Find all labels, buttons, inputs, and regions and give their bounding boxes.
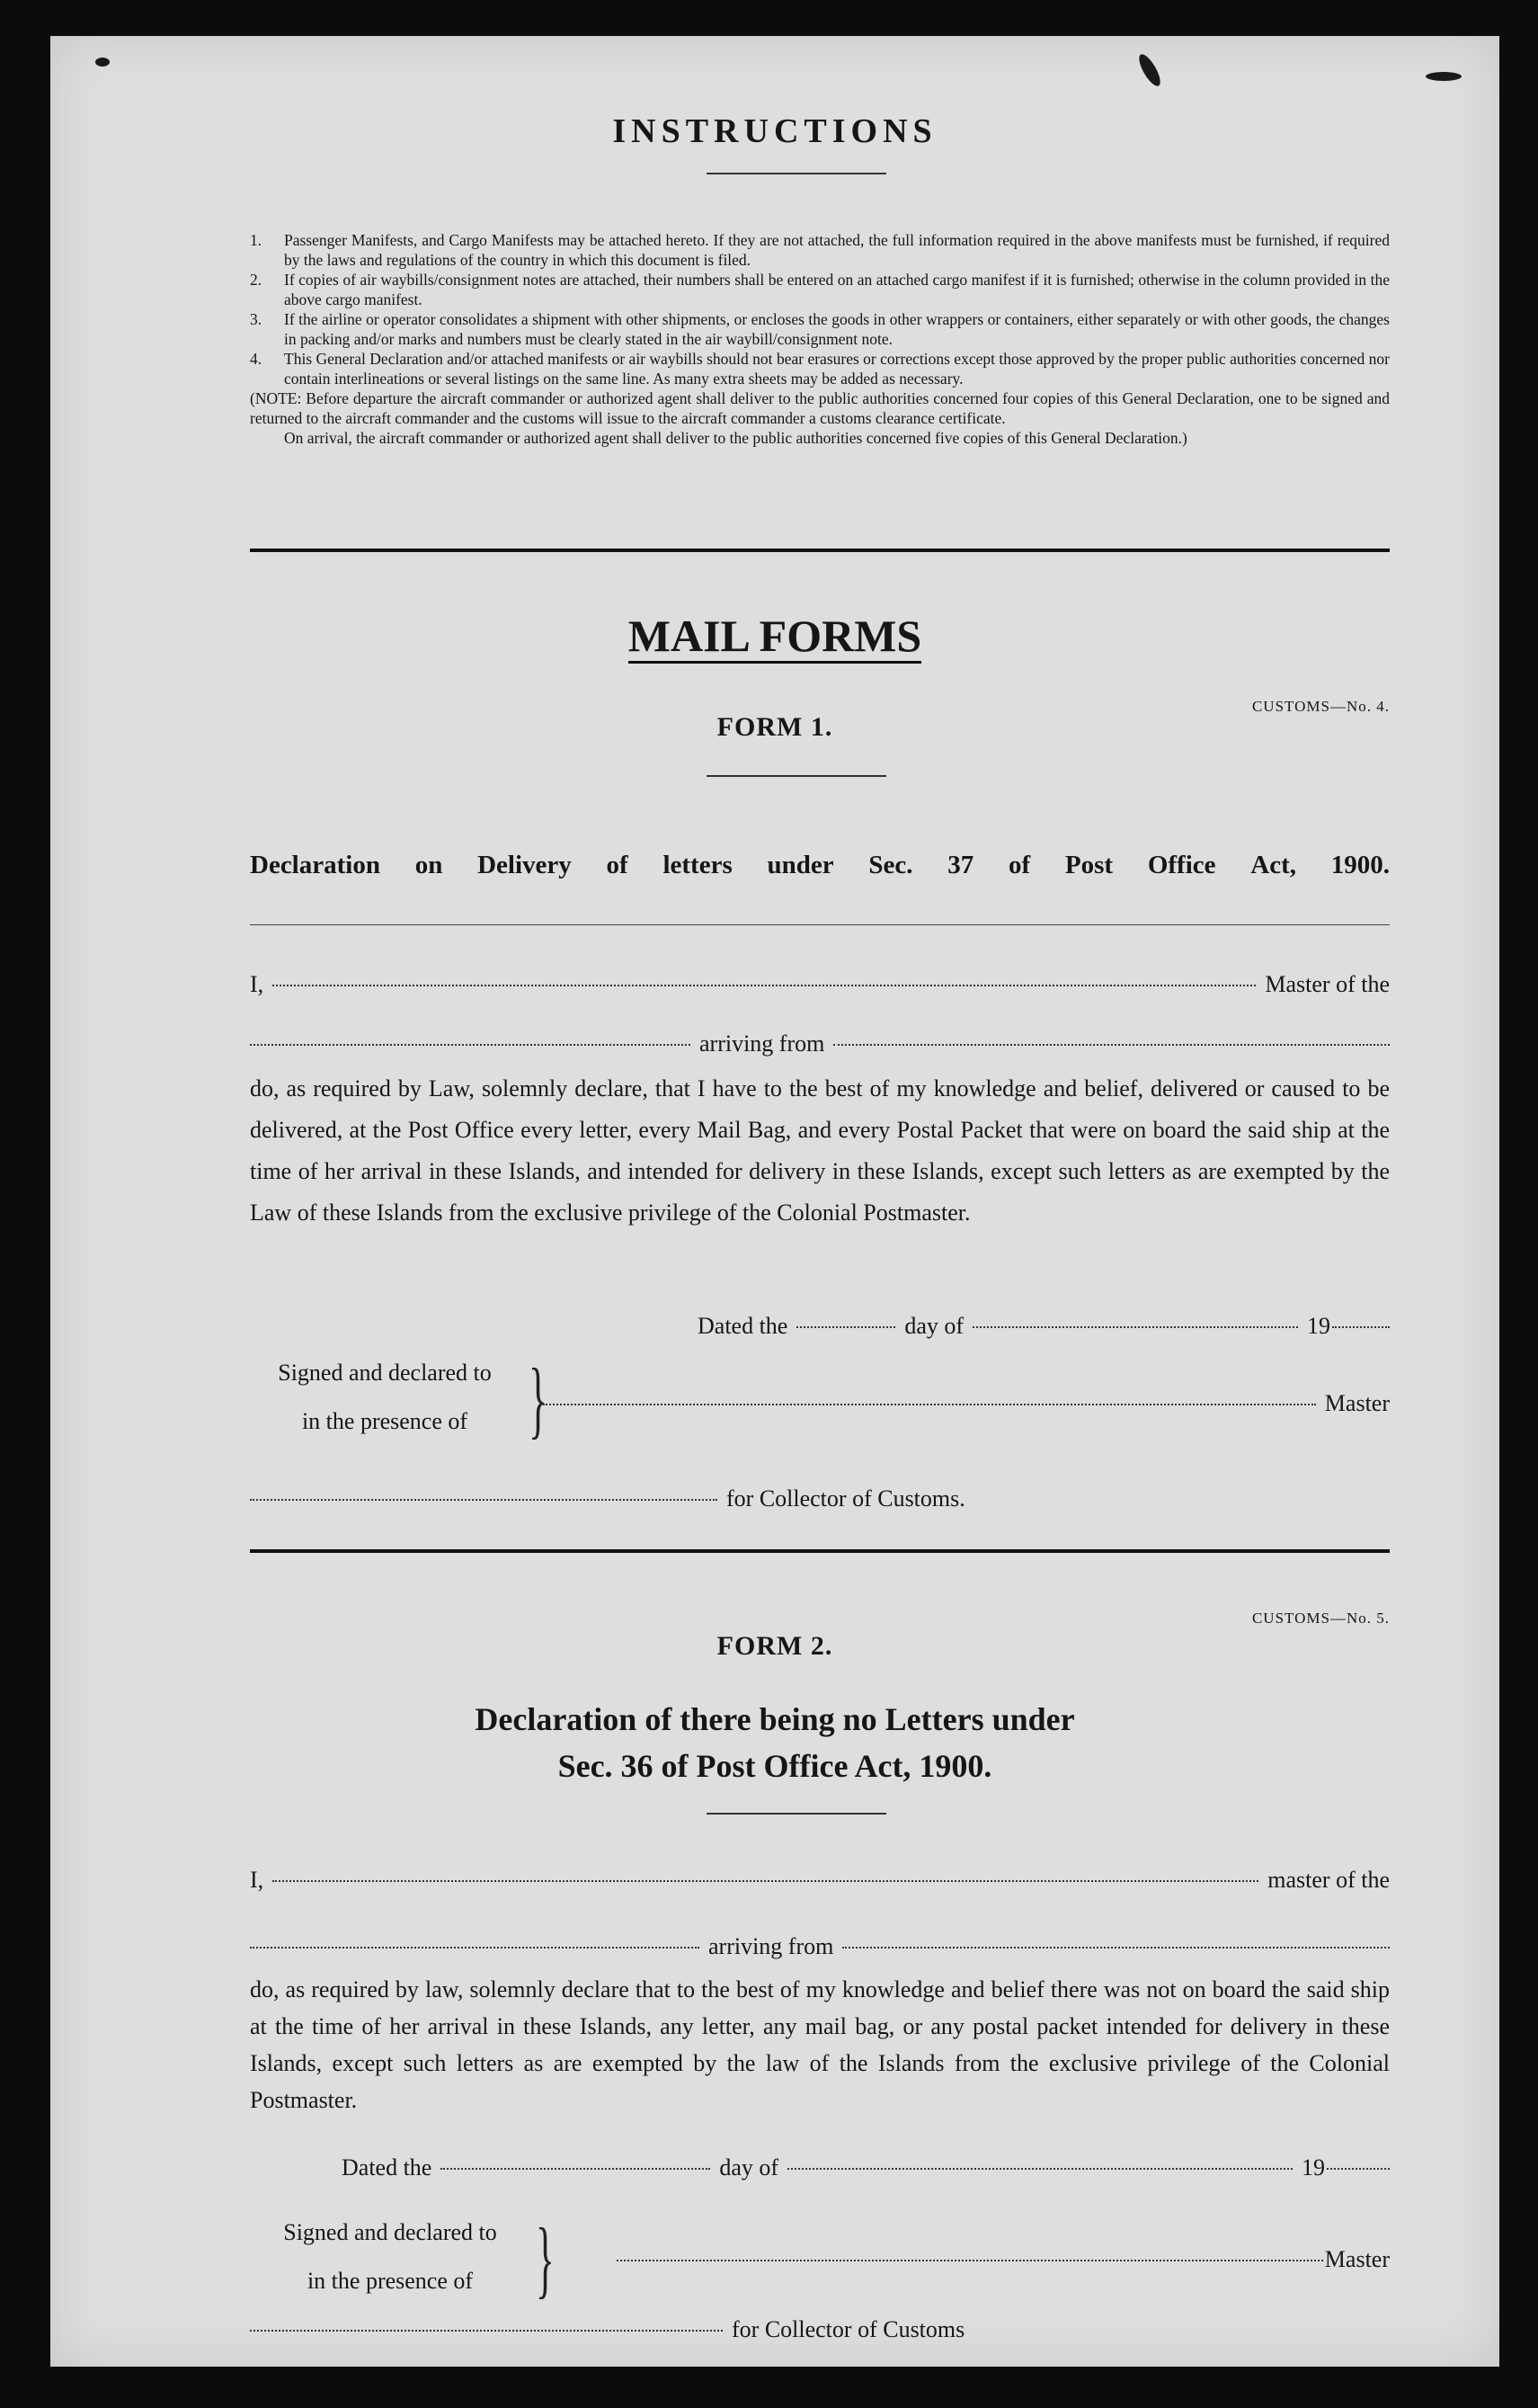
form1-declaration-heading (250, 851, 1390, 880)
form1-customs-number: CUSTOMS—No. 4. (1251, 698, 1390, 715)
form2-customs-number: CUSTOMS—No. 5. (1251, 1610, 1390, 1627)
collector-label: for Collector of Customs. (726, 1485, 965, 1512)
master-name-field[interactable] (272, 1879, 1258, 1882)
master-of-the-label: master of the (1267, 1867, 1390, 1893)
form1-date-line (698, 1313, 1390, 1340)
form1-title-rule (707, 775, 886, 777)
i-label: I, (250, 1867, 264, 1893)
heading-word: Office (1147, 851, 1216, 879)
declaration-line-1: Declaration of there being no Letters under (475, 1701, 1075, 1737)
collector-label: for Collector of Customs (732, 2316, 965, 2342)
form2-title: FORM 2. (716, 1631, 833, 1661)
form1-arriving-line (250, 1030, 1390, 1057)
section-divider (250, 1549, 1390, 1553)
master-label: Master (1324, 2246, 1390, 2272)
collector-signature-field[interactable] (250, 2329, 723, 2332)
ship-name-field[interactable] (250, 1043, 690, 1046)
form2-title-rule (707, 1813, 886, 1815)
collector-signature-field[interactable] (250, 1498, 717, 1501)
form2-declaration-heading (50, 1696, 1499, 1789)
scan-mark (1135, 51, 1164, 89)
form1-collector-line (250, 1485, 1059, 1512)
heading-word: 37 (947, 851, 974, 879)
heading-word: Declaration (250, 851, 380, 879)
form2-collector-line (250, 2316, 987, 2343)
instruction-number: 3. (250, 310, 262, 328)
heading-word: Post (1064, 851, 1114, 879)
day-of-label: day of (904, 1313, 965, 1339)
section-divider (250, 548, 1390, 552)
arriving-from-label: arriving from (708, 1933, 834, 1959)
instructions-list (250, 230, 1390, 448)
arriving-from-field[interactable] (833, 1043, 1390, 1046)
form2-body-text: do, as required by law, solemnly declare that to the best of my knowledge and belief there was not on board the said ship at the time of her arrival in these Islands, any letter, any mail bag, or any postal packet intended for delivery in these Islands, except such letters as are exempted by the law of the Islands from the exclusive privilege of the Colonial Postmaster. (250, 1976, 1390, 2113)
heading-word: of (606, 851, 628, 879)
dated-the-label: Dated the (698, 1313, 788, 1339)
heading-word: Sec. (868, 851, 913, 879)
heading-word: Delivery (477, 851, 572, 879)
document-page (50, 36, 1499, 2367)
instruction-text: If copies of air waybills/consignment notes are attached, their numbers shall be entered on an attached cargo manifest if it is furnished; otherwise in the column provided in the above cargo manifest. (284, 271, 1390, 308)
title-rule (707, 173, 886, 174)
instruction-item (250, 270, 1390, 309)
instruction-number: 2. (250, 271, 262, 289)
i-label: I, (250, 971, 264, 997)
form2-arriving-line (250, 1933, 1390, 1960)
form1-heading-rule (250, 924, 1390, 925)
instruction-item (250, 230, 1390, 270)
year-prefix: 19 (1307, 1313, 1330, 1339)
instruction-text: Passenger Manifests, and Cargo Manifests may be attached hereto. If they are not attached, the full information required in the above manifests must be furnished, if required by the laws and regulations of the country in which this document is filed. (284, 231, 1390, 269)
instruction-number: 4. (250, 350, 262, 368)
scan-mark (95, 58, 110, 67)
master-label: Master (1324, 1390, 1390, 1416)
signed-label: Signed and declared to (278, 1360, 492, 1386)
instruction-text: This General Declaration and/or attached manifests or air waybills should not bear erasures or corrections except those approved by the proper public authorities concerned nor contain interlineations or several listings on the same line. As many extra sheets may be added as necessary. (284, 350, 1390, 388)
master-of-the-label: Master of the (1265, 971, 1390, 997)
instruction-note-continued: On arrival, the aircraft commander or authorized agent shall deliver to the public authorities concerned five copies of this General Declaration.) (284, 429, 1187, 447)
dated-the-label: Dated the (342, 2154, 432, 2181)
instructions-title: INSTRUCTIONS (612, 112, 938, 150)
master-signature-field[interactable] (617, 2259, 1323, 2261)
form1-master-signature-line (543, 1390, 1390, 1417)
ship-name-field[interactable] (250, 1946, 699, 1949)
master-signature-field[interactable] (543, 1403, 1316, 1405)
presence-label: in the presence of (307, 2268, 474, 2294)
year-prefix: 19 (1302, 2154, 1325, 2181)
master-name-field[interactable] (272, 984, 1256, 986)
heading-word: on (414, 851, 443, 879)
form1-title: FORM 1. (716, 712, 833, 742)
form2-date-line (342, 2154, 1390, 2181)
arriving-from-label: arriving from (699, 1030, 825, 1057)
form1-master-line (250, 971, 1390, 998)
instruction-item (250, 349, 1390, 388)
form2-master-signature-line (617, 2246, 1390, 2273)
signed-label: Signed and declared to (283, 2219, 497, 2245)
form1-body-text: do, as required by Law, solemnly declare, that I have to the best of my knowledge and belief, delivered or caused to be delivered, at the Post Office every letter, every Mail Bag, and every Postal Packet that were on board the said ship at the time of her arrival in these Islands, and intended for delivery in these Islands, except such letters as are exempted by the Law of these Islands from the exclusive privilege of the Colonial Postmaster. (250, 1075, 1390, 1226)
day-of-label: day of (719, 2154, 779, 2181)
brace-mark: } (536, 2210, 555, 2306)
heading-word: 1900. (1330, 851, 1390, 879)
date-month-field[interactable] (787, 2167, 1293, 2170)
mail-forms-title (50, 610, 1499, 662)
presence-label: in the presence of (301, 1408, 468, 1434)
date-day-field[interactable] (796, 1325, 895, 1328)
mail-forms-title-text: MAIL FORMS (628, 611, 921, 664)
heading-word: under (767, 851, 834, 879)
form2-master-line (250, 1867, 1390, 1894)
instruction-item (250, 309, 1390, 349)
heading-word: Act, (1250, 851, 1296, 879)
brace-mark: } (529, 1351, 547, 1447)
heading-word: of (1009, 851, 1031, 879)
date-year-field[interactable] (1332, 1325, 1390, 1328)
date-month-field[interactable] (973, 1325, 1298, 1328)
arriving-from-field[interactable] (842, 1946, 1390, 1949)
instruction-number: 1. (250, 231, 262, 249)
instruction-text: If the airline or operator consolidates a shipment with other shipments, or encloses the goods in other wrappers or containers, either separately or with other goods, the changes in packing and/or marks and numbers must be clearly stated in the air waybill/consignment note. (284, 310, 1390, 348)
heading-word: letters (662, 851, 733, 879)
date-day-field[interactable] (440, 2167, 710, 2170)
scan-mark (1426, 72, 1462, 81)
declaration-line-2: Sec. 36 of Post Office Act, 1900. (557, 1748, 992, 1784)
date-year-field[interactable] (1327, 2167, 1390, 2170)
instruction-note: (NOTE: Before departure the aircraft commander or authorized agent shall deliver to the public authorities concerned four copies of this General Declaration, one to be signed and returned to the aircraft commander and the customs will issue to the aircraft commander a customs clearance certificate. (250, 389, 1390, 427)
